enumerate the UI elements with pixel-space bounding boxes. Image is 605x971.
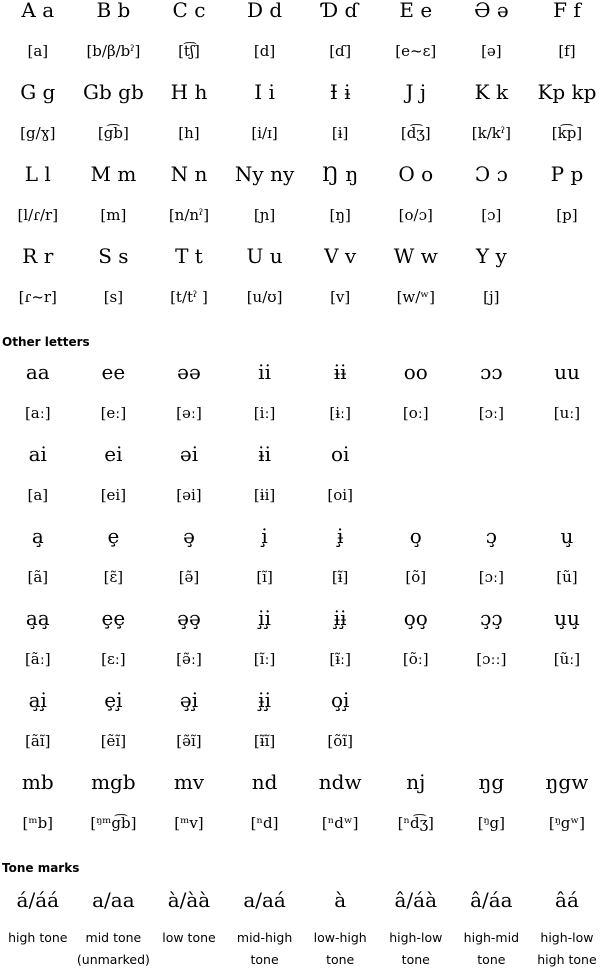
letter-cell: Ɨ ɨ — [329, 80, 351, 104]
letter-cell: E e — [399, 0, 433, 22]
ipa-cell: [ᵐb] — [22, 814, 54, 832]
ipa-cell: [ĩː] — [253, 650, 276, 668]
ipa-cell: [ɛ̃] — [103, 568, 124, 586]
tone-description-cell: mid tone (unmarked) — [76, 930, 150, 967]
ipa-cell: [ɲ] — [253, 206, 276, 224]
letter-cell: Ŋ ŋ — [322, 162, 359, 186]
other-letters-heading: Other letters — [2, 335, 90, 349]
ipa-cell: [eː] — [100, 404, 127, 422]
ipa-cell: [oː] — [402, 404, 429, 422]
letter-cell: M m — [90, 162, 137, 186]
ipa-cell: [p] — [556, 206, 578, 224]
ipa-cell: [ɨ̃] — [331, 568, 349, 586]
ipa-cell: [õː] — [402, 650, 429, 668]
letter-cell: ŋgw — [545, 770, 589, 794]
ipa-cell: [ᵐv] — [174, 814, 204, 832]
ipa-cell: [ɛː] — [101, 650, 126, 668]
letter-cell: C c — [172, 0, 206, 22]
letter-cell: ee — [101, 360, 126, 384]
tone-description-cell: high-low high tone — [537, 930, 597, 967]
ipa-cell: [a] — [27, 486, 49, 504]
letter-cell: R r — [22, 244, 54, 268]
tone-mark-cell: á/áá — [16, 888, 60, 912]
tone-description-row — [0, 927, 605, 971]
letter-cell: Kp kp — [537, 80, 597, 104]
letter-cell: ɔ̧ɔ̧ — [480, 606, 503, 630]
letter-cell: G g — [20, 80, 56, 104]
ipa-cell: [ᵑg] — [477, 814, 505, 832]
ipa-cell: [a] — [27, 42, 49, 60]
ipa-cell: [ãĩ] — [25, 732, 51, 750]
ipa-cell: [d] — [253, 42, 276, 60]
letter-cell: uu — [554, 360, 580, 384]
letter-cell: ɨɨ — [333, 360, 347, 384]
letter-cell: U u — [246, 244, 283, 268]
ipa-cell: [ɔːː] — [476, 650, 507, 668]
letter-cell: Gb gb — [83, 80, 144, 104]
letter-cell: ɨ̧ɨ̧ — [333, 606, 347, 630]
ipa-cell: [ə̃ĩ] — [176, 732, 202, 750]
tone-mark-cell: â/áà — [394, 888, 438, 912]
ipa-cell: [ⁿd͡ʒ] — [397, 814, 434, 832]
ipa-cell: [n/nˀ] — [168, 206, 210, 224]
letter-cell: o̧i̧ — [330, 688, 350, 712]
letter-cell: P p — [550, 162, 584, 186]
letter-cell: ei — [104, 442, 123, 466]
ipa-cell: [iː] — [253, 404, 276, 422]
letter-cell: O o — [398, 162, 434, 186]
letter-row — [0, 515, 605, 557]
letter-cell: D d — [246, 0, 283, 22]
ipa-row — [0, 803, 605, 843]
ipa-row — [0, 113, 605, 153]
ipa-cell: [ũː] — [553, 650, 581, 668]
ipa-cell: [əː] — [176, 404, 202, 422]
letter-row — [0, 597, 605, 639]
letter-cell: Ɔ ɔ — [474, 162, 508, 186]
ipa-cell: [m] — [100, 206, 127, 224]
tone-mark-cell: a/aa — [92, 888, 135, 912]
ipa-cell: [ⁿdʷ] — [321, 814, 359, 832]
tone-description-cell: low-high tone — [313, 930, 367, 967]
letter-cell: ɔ̧ — [485, 524, 497, 548]
ipa-cell: [k͡p] — [551, 124, 583, 142]
tone-mark-cell: â/áa — [470, 888, 513, 912]
tone-description-cell: low tone — [162, 930, 216, 945]
ipa-cell: [t͡ʃ] — [178, 42, 200, 60]
ipa-cell: [ɨi] — [253, 486, 276, 504]
letter-cell: o̧o̧ — [403, 606, 428, 630]
tone-marks-grid — [0, 879, 605, 971]
letter-row — [0, 761, 605, 803]
letter-row — [0, 433, 605, 475]
ipa-row — [0, 475, 605, 515]
ipa-cell: [ᵑᵐg͡b] — [90, 814, 137, 832]
letter-cell: ndw — [318, 770, 362, 794]
letter-cell: ɨ̧i̧ — [258, 688, 271, 712]
ipa-cell: [ɔ] — [481, 206, 502, 224]
letter-row — [0, 0, 605, 31]
letter-cell: əə — [177, 360, 201, 384]
ipa-cell: [t/tˀ ] — [170, 288, 208, 306]
ipa-cell: [b/β/bˀ] — [86, 42, 141, 60]
ipa-cell: [i/ɪ] — [251, 124, 278, 142]
tone-mark-cell: à/àà — [167, 888, 211, 912]
ipa-cell: [õĩ] — [327, 732, 353, 750]
tone-mark-cell: âá — [555, 888, 579, 912]
ipa-row — [0, 557, 605, 597]
ipa-cell: [ũ] — [556, 568, 578, 586]
ipa-row — [0, 277, 605, 317]
letter-cell: ɔɔ — [480, 360, 503, 384]
letter-cell: u̧u̧ — [554, 606, 580, 630]
ipa-cell: [ɨ] — [331, 124, 349, 142]
letter-cell: Y y — [475, 244, 507, 268]
letter-row — [0, 71, 605, 113]
letter-cell: H h — [170, 80, 208, 104]
letter-cell: əi — [179, 442, 199, 466]
ipa-cell: [ɨː] — [329, 404, 351, 422]
tone-description-cell: mid-high tone — [236, 930, 293, 967]
ipa-cell: [ⁿd] — [250, 814, 279, 832]
letter-cell: oo — [403, 360, 428, 384]
letter-cell: I i — [254, 80, 275, 104]
letter-cell: ŋg — [478, 770, 505, 794]
ipa-cell: [aː] — [24, 404, 51, 422]
ipa-cell: [d͡ʒ] — [400, 124, 431, 142]
letter-cell: ə̧ — [183, 524, 195, 548]
ipa-row — [0, 639, 605, 679]
letter-cell: mgb — [91, 770, 136, 794]
letter-cell: ȩȩ — [101, 606, 126, 630]
ipa-cell: [ei] — [100, 486, 127, 504]
ipa-cell: [g͡b] — [97, 124, 129, 142]
ipa-cell: [w/ʷ] — [396, 288, 435, 306]
letter-cell: ii — [258, 360, 271, 384]
letter-cell: oi — [330, 442, 350, 466]
ipa-cell: [õ] — [405, 568, 427, 586]
ipa-cell: [s] — [103, 288, 124, 306]
letter-cell: nj — [406, 770, 426, 794]
letter-cell: o̧ — [409, 524, 422, 548]
ipa-cell: [ĩ] — [256, 568, 273, 586]
letter-cell: J j — [405, 80, 427, 104]
letter-cell: i̧i̧ — [258, 606, 271, 630]
letter-cell: A a — [21, 0, 55, 22]
ipa-cell: [ə] — [481, 42, 502, 60]
letter-row — [0, 351, 605, 393]
ipa-cell: [ẽĩ] — [100, 732, 127, 750]
letter-cell: mb — [21, 770, 54, 794]
letter-cell: ȩ — [107, 524, 120, 548]
ipa-cell: [ə̃ː] — [176, 650, 202, 668]
tone-description-cell: high tone — [8, 930, 68, 945]
main-letters-grid — [0, 0, 605, 317]
letter-cell: W w — [393, 244, 438, 268]
other-letters-grid — [0, 351, 605, 843]
ipa-cell: [v] — [330, 288, 351, 306]
ipa-cell: [ə̃] — [178, 568, 200, 586]
letter-cell: ə̧ə̧ — [177, 606, 201, 630]
ipa-cell: [oi] — [327, 486, 353, 504]
letter-row — [0, 235, 605, 277]
letter-cell: B b — [96, 0, 131, 22]
ipa-cell: [u/ʊ] — [246, 288, 283, 306]
ipa-cell: [ãː] — [24, 650, 51, 668]
ipa-cell: [ɾ~r] — [18, 288, 57, 306]
ipa-cell: [ŋ] — [329, 206, 351, 224]
letter-cell: N n — [170, 162, 208, 186]
ipa-cell: [ᵑgʷ] — [548, 814, 585, 832]
letter-cell: i̧ — [261, 524, 268, 548]
tone-description-cell: high-low tone — [389, 930, 443, 967]
letter-cell: Ɗ ɗ — [322, 0, 359, 22]
letter-cell: ə̧i̧ — [179, 688, 199, 712]
ipa-cell: [ɔː] — [478, 404, 504, 422]
ipa-cell: [əi] — [176, 486, 202, 504]
letter-cell: ȩi̧ — [104, 688, 123, 712]
letter-cell: a̧i̧ — [28, 688, 47, 712]
tone-description-cell: high-mid tone — [463, 930, 520, 967]
ipa-cell: [j] — [483, 288, 500, 306]
ipa-cell: [ɨ̃ː] — [329, 650, 351, 668]
ipa-cell: [e~ɛ] — [395, 42, 437, 60]
letter-cell: a̧a̧ — [25, 606, 50, 630]
ipa-row — [0, 721, 605, 761]
letter-row — [0, 679, 605, 721]
letter-row — [0, 153, 605, 195]
letter-cell: K k — [474, 80, 509, 104]
letter-cell: Ə ə — [474, 0, 509, 22]
letter-cell: aa — [25, 360, 50, 384]
ipa-cell: [ɔː] — [478, 568, 504, 586]
ipa-cell: [h] — [178, 124, 200, 142]
ipa-cell: [o/ɔ] — [398, 206, 433, 224]
tone-mark-cell: a/aá — [243, 888, 286, 912]
letter-cell: ai — [28, 442, 47, 466]
letter-cell: L l — [24, 162, 51, 186]
tone-marks-heading: Tone marks — [2, 861, 80, 875]
ipa-row — [0, 31, 605, 71]
ipa-row — [0, 195, 605, 235]
letter-cell: nd — [251, 770, 278, 794]
tone-mark-cell: à — [334, 888, 347, 912]
letter-cell: V v — [324, 244, 357, 268]
letter-cell: ɨ̧ — [336, 524, 344, 548]
letter-cell: S s — [98, 244, 129, 268]
letter-cell: a̧ — [31, 524, 44, 548]
ipa-row — [0, 393, 605, 433]
letter-cell: u̧ — [560, 524, 574, 548]
letter-cell: F f — [553, 0, 581, 22]
letter-cell: T t — [175, 244, 203, 268]
letter-cell: ɨi — [258, 442, 271, 466]
ipa-cell: [g/ɣ] — [20, 124, 56, 142]
ipa-cell: [ɗ] — [329, 42, 352, 60]
ipa-cell: [f] — [558, 42, 576, 60]
ipa-cell: [ɨ̃ĩ] — [253, 732, 276, 750]
ipa-cell: [l/ɾ/r] — [17, 206, 59, 224]
ipa-cell: [k/kˀ] — [471, 124, 511, 142]
ipa-cell: [ã] — [27, 568, 49, 586]
tone-mark-row — [0, 879, 605, 921]
ipa-cell: [uː] — [553, 404, 581, 422]
letter-cell: Ny ny — [234, 162, 295, 186]
letter-cell: mv — [173, 770, 205, 794]
